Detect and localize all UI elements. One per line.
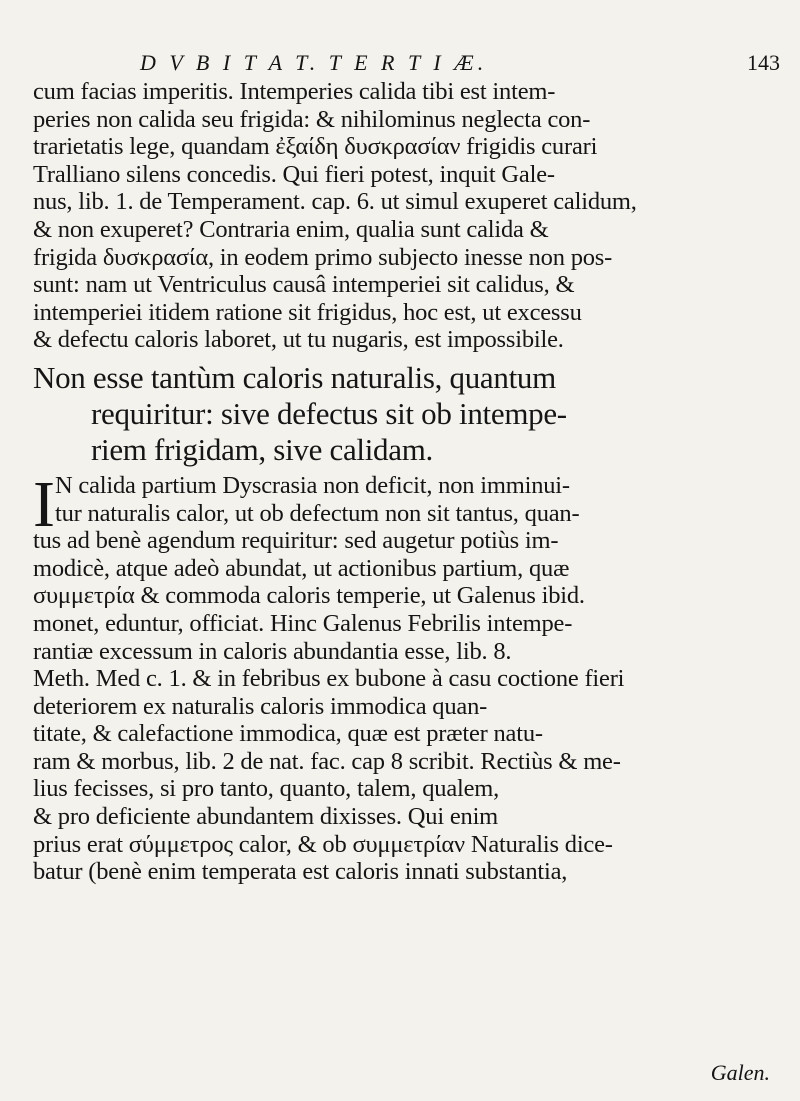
heading-line: requiritur: sive defectus sit ob intempe- bbox=[91, 395, 567, 431]
body-text bbox=[33, 78, 773, 886]
text-line: modicè, atque adeò abundat, ut actionibus partium, quæ bbox=[33, 554, 570, 582]
text-line: prius erat σύμμετρος calor, & ob συμμετρίαν Naturalis dice- bbox=[33, 830, 613, 858]
text-line: lius fecisses, si pro tanto, quanto, talem, qualem, bbox=[33, 775, 500, 803]
text-line: & non exuperet? Contraria enim, qualia sunt calida & bbox=[33, 215, 549, 243]
text-line: peries non calida seu frigida: & nihilominus neglecta con- bbox=[33, 105, 591, 133]
catchword: Galen. bbox=[710, 1060, 770, 1085]
paragraph-2 bbox=[33, 467, 773, 886]
text-line: tus ad benè agendum requiritur: sed augetur potiùs im- bbox=[33, 527, 559, 555]
text-line: συμμετρία & commoda caloris temperie, ut Galenus ibid. bbox=[33, 582, 585, 610]
running-head bbox=[140, 50, 780, 76]
section-heading bbox=[33, 360, 773, 468]
text-line: deteriorem ex naturalis caloris immodica quan- bbox=[33, 692, 488, 720]
text-line: cum facias imperitis. Intemperies calida tibi est intem- bbox=[33, 78, 556, 105]
running-head-title: D V B I T A T. T E R T I Æ. bbox=[140, 50, 488, 75]
text-line: rantiæ excessum in caloris abundantia esse, lib. 8. bbox=[33, 637, 512, 665]
text-line: frigida δυσκρασία, in eodem primo subjecto inesse non pos- bbox=[33, 243, 613, 271]
text-line: trarietatis lege, quandam ἐξαίδη δυσκρασίαν frigidis curari bbox=[33, 133, 598, 161]
text-line: ram & morbus, lib. 2 de nat. fac. cap 8 scribit. Rectiùs & me- bbox=[33, 747, 621, 775]
heading-line: riem frigidam, sive calidam. bbox=[91, 431, 433, 467]
heading-line: Non esse tantùm caloris naturalis, quantum bbox=[33, 359, 556, 395]
text-line: batur (benè enim temperata est caloris innati substantia, bbox=[33, 858, 568, 886]
text-line: nus, lib. 1. de Temperament. cap. 6. ut simul exuperet calidum, bbox=[33, 188, 637, 216]
paragraph-1 bbox=[33, 78, 773, 354]
text-line: monet, eduntur, officiat. Hinc Galenus Febrilis intempe- bbox=[33, 609, 573, 637]
text-line: & defectu caloris laboret, ut tu nugaris, est impossibile. bbox=[33, 326, 564, 354]
text-line: & pro deficiente abundantem dixisses. Qui enim bbox=[33, 803, 499, 831]
text-line: Meth. Med c. 1. & in febribus ex bubone à casu coctione fieri bbox=[33, 665, 625, 693]
text-line: intemperiei itidem ratione sit frigidus, hoc est, ut excessu bbox=[33, 298, 582, 326]
text-line: N calida partium Dyscrasia non deficit, non imminui- bbox=[55, 471, 570, 499]
drop-cap: I bbox=[33, 467, 55, 541]
text-line: Tralliano silens concedis. Qui fieri potest, inquit Gale- bbox=[33, 160, 555, 188]
page-number: 143 bbox=[747, 50, 780, 75]
text-line: tur naturalis calor, ut ob defectum non sit tantus, quan- bbox=[55, 499, 580, 527]
text-line: titate, & calefactione immodica, quæ est præter natu- bbox=[33, 720, 543, 748]
text-line: sunt: nam ut Ventriculus causâ intemperiei sit calidus, & bbox=[33, 271, 575, 299]
